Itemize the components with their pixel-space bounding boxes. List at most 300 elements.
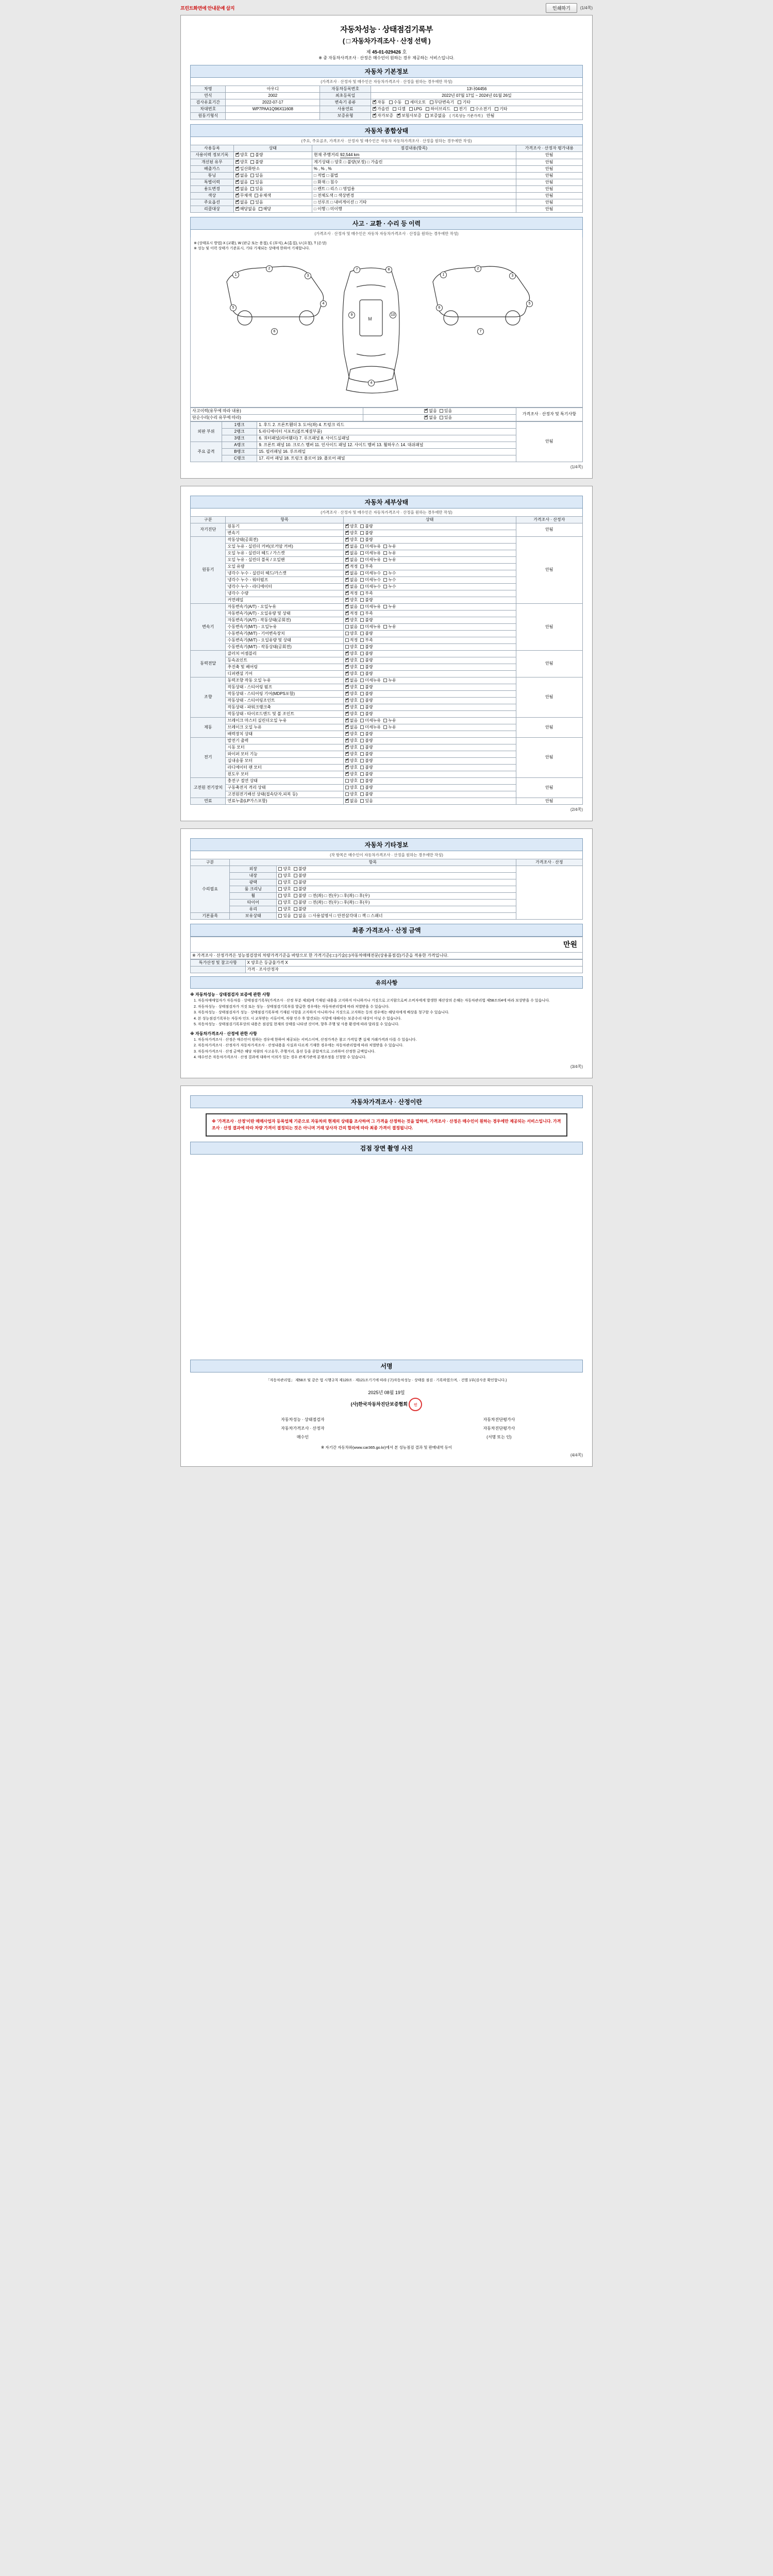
accident-row-1-label: 단순수리(수리 유무에 따라) bbox=[191, 414, 363, 421]
detail-g3-r2-item: 추진축 및 베어링 bbox=[226, 664, 343, 670]
accident-row-1-state[interactable]: ✔ 없음 있음 bbox=[363, 414, 516, 421]
overall-row-2-detail: % , % , % bbox=[312, 165, 516, 172]
detail-g5-r0-item: 브레이크 마스터 실린더오일 누유 bbox=[226, 717, 343, 724]
overall-row-6-right: 안됨 bbox=[516, 192, 582, 199]
price-row-1-label bbox=[191, 967, 246, 973]
fuel-option-hybrid[interactable]: 하이브리드 bbox=[426, 107, 450, 112]
overall-row-0-detail-label: 현재 주행거리 bbox=[313, 152, 339, 157]
overall-row-3-name: 튜닝 bbox=[191, 172, 234, 179]
etc-item-7-state[interactable]: 있음 없음 □ 사용설명서 □ 안전삼각대 □ 잭 □ 스패너 bbox=[277, 912, 516, 919]
notice-0-item-1: 2. 자동차성능 · 상태점검자가 거짓 또는 성능 · 상태점검기록부를 발급한 경우에는 자동차관리법에 따라 처벌받을 수 있습니다. bbox=[194, 1005, 390, 1009]
detail-g2-r2-item: 자동변속기(A/T) - 작동상태(공회전) bbox=[226, 617, 343, 623]
overall-row-2-state[interactable]: ✔ 일산화탄소 bbox=[233, 165, 312, 172]
doc-number-label: 제 bbox=[366, 49, 371, 55]
notice-0-item-4: 5. 자동차성능 · 상태점검기록부상의 내용은 점검일 현재의 상태를 나타낸 것이며, 향후 주행 및 사용 환경에 따라 달라질 수 있습니다. bbox=[194, 1023, 399, 1027]
overall-row-2-right: 안됨 bbox=[516, 165, 582, 172]
diagram-marker-12[interactable]: 1 bbox=[440, 272, 447, 278]
detail-g2-r1-item: 자동변속기(A/T) - 오일유량 및 상태 bbox=[226, 610, 343, 617]
page-2 bbox=[180, 486, 593, 821]
price-definition-text: ※ '가격조사 · 산정'이란 매매사업자 등록업체 기준으로 자동차의 현재의 상태를 조사하여 그 가격을 산정하는 것을 말하며, 가격조사 · 산정은 매수인이 원하는 경우에만 제공되는 서비스입니다. 가격조사 · 산정 결과에 따라 차량 가격이 결정되는 것은 아니며 거래 당사자 간의 합의에 따라 최종 가격이 결정됩니다. bbox=[212, 1118, 561, 1130]
detail-g7-r0-state[interactable]: 양호 불량 bbox=[343, 777, 516, 784]
detail-g6-r5-item: 윈도우 모터 bbox=[226, 771, 343, 777]
page-1 bbox=[180, 15, 593, 479]
fuel-option-ev[interactable]: 전기 bbox=[454, 107, 466, 112]
accident-legend-2: ※ 성능 및 이력 상태가 기준표시, 기타 기재되는 상태에 한하여 기재합니다. bbox=[194, 246, 310, 250]
doc-number-suffix: 호 bbox=[402, 49, 407, 55]
detail-g4-r4-item: 작동상태 - 파워크랭크축 bbox=[226, 704, 343, 710]
detail-group-8-name: 연료 bbox=[191, 798, 226, 804]
etc-group-repair: 수리필요 bbox=[191, 866, 230, 912]
detail-g0-r0-item: 원동기 bbox=[226, 523, 343, 530]
etc-item-3: 룸 크리닝 bbox=[230, 886, 277, 892]
sign-row-0-label: 자동차성능 · 상태점검자 bbox=[281, 1417, 325, 1422]
value-year: 2002 bbox=[226, 93, 320, 99]
detail-g6-right: 안됨 bbox=[516, 737, 582, 777]
detail-g8-right: 안됨 bbox=[516, 798, 582, 804]
detail-g2-r4-item: 수동변속기(M/T) - 기어변속장치 bbox=[226, 630, 343, 637]
detail-g6-r4-state[interactable]: ✔ 양호 불량 bbox=[343, 764, 516, 771]
fuel-option-lpg[interactable]: LPG bbox=[409, 107, 422, 112]
detail-g4-r5-item: 작동상태 - 타이로드엔드 및 볼 조인트 bbox=[226, 710, 343, 717]
etc-item-7: 보유상태 bbox=[230, 912, 277, 919]
detail-g1-r9-state[interactable]: ✔ 양호 불량 bbox=[343, 597, 516, 603]
section-accident-note: (가격조사 · 산정자 및 매수인은 자동차 자동차가격조사 · 산정을 원하는 경우에만 작성) bbox=[190, 230, 583, 238]
sign-company-label: (사)한국자동차진단보증협회 bbox=[350, 1401, 408, 1407]
frame-group-1-items-2: 17. 리어 패널 18. 트렁크 플로어 19. 플로어 패널 bbox=[257, 455, 516, 462]
detail-g3-r3-state[interactable]: ✔ 양호 불량 bbox=[343, 670, 516, 677]
frame-group-0-items-2: 6. 쿼터패널(리어휀더) 7. 루프패널 8. 사이드실패널 bbox=[257, 435, 516, 442]
basic-info-table bbox=[190, 86, 583, 120]
detail-g6-r0-state[interactable]: ✔ 양호 불량 bbox=[343, 737, 516, 744]
detail-g3-r1-state[interactable]: ✔ 양호 불량 bbox=[343, 657, 516, 664]
frame-group-1-rank-0: A랭크 bbox=[222, 442, 257, 448]
frame-group-0-items-0: 1. 후드 2. 프론트휀더 3. 도어(좌) 4. 트렁크 리드 bbox=[257, 421, 516, 428]
section-etc-title: 자동차 기타정보 bbox=[190, 838, 583, 851]
notice-head-1: ※ 자동차가격조사 · 산정에 관한 사항 bbox=[190, 1031, 257, 1036]
diagram-marker-6[interactable]: 6 bbox=[271, 328, 278, 335]
diagram-marker-16[interactable]: 6 bbox=[436, 304, 443, 311]
detail-group-3-name: 동력전달 bbox=[191, 650, 226, 677]
detail-g2-r2-state[interactable]: ✔ 양호 불량 bbox=[343, 617, 516, 623]
detail-g7-r2-state[interactable]: 양호 불량 bbox=[343, 791, 516, 798]
label-inspection: 검사유효기간 bbox=[191, 99, 226, 106]
notice-0-item-0: 1. 자동차매매업자가 자동차를 · 상태점검기록부(가격조사 · 산정 부분 제외)에 기재된 내용을 고지하지 아니하거나 거짓으로 고지함으로써 소비자에게 발생한 재산상의 손해는 자동차관리법 제58조의4에 따라 보상받을 수 있습니다. bbox=[194, 999, 550, 1003]
detail-g2-r1-state[interactable]: ✔ 적정 부족 bbox=[343, 610, 516, 617]
transmission-option-auto[interactable]: ✔ 자동 bbox=[373, 100, 385, 105]
detail-g6-r3-state[interactable]: ✔ 양호 불량 bbox=[343, 757, 516, 764]
etc-right-note bbox=[516, 866, 582, 919]
detail-g6-r0-item: 발전기 출력 bbox=[226, 737, 343, 744]
topbar bbox=[180, 3, 593, 13]
label-transmission: 변속기 종류 bbox=[320, 99, 371, 106]
section-detail-note: (가격조사 · 산정자 및 매수인은 자동차가격조사 · 산정을 원하는 경우에만 작성) bbox=[190, 509, 583, 516]
page-3 bbox=[180, 828, 593, 1078]
notice-1-item-2: 3. 자동차가격조사 · 산정 금액은 해당 차량의 사고유무, 주행거리, 옵션 등을 종합적으로 고려하여 산정한 금액입니다. bbox=[194, 1049, 376, 1054]
accident-row-0-label: 사고이력(유무에 따라 내용) bbox=[191, 408, 363, 414]
diagram-marker-13[interactable]: 2 bbox=[475, 265, 481, 272]
detail-g4-r2-item: 작동상태 - 스티어링 기어(MDPS포함) bbox=[226, 690, 343, 697]
detail-g5-r2-state[interactable]: ✔ 양호 불량 bbox=[343, 731, 516, 737]
detail-g4-r3-item: 작동상태 - 스티어링조인트 bbox=[226, 697, 343, 704]
notice-0-item-3: 4. 본 성능점검기록부는 자동차 인도 시 교부받는 서류이며, 차량 인수 후 발견되는 사항에 대해서는 보증수리 대상이 아닐 수 있습니다. bbox=[194, 1016, 402, 1021]
overall-row-7-detail: □ 선루프 □ 내비게이션 □ 기타 bbox=[312, 199, 516, 206]
section-overall-title: 자동차 종합상태 bbox=[190, 124, 583, 137]
etc-group-basic: 기본품목 bbox=[191, 912, 230, 919]
detail-g7-right: 안됨 bbox=[516, 777, 582, 798]
detail-group-4-name: 조향 bbox=[191, 677, 226, 717]
detail-g1-right: 안됨 bbox=[516, 536, 582, 603]
warranty-option-self[interactable]: ✔ 자가보증 bbox=[373, 113, 393, 118]
detail-g1-r3-state[interactable]: ✔ 없음 미세누유 누유 bbox=[343, 556, 516, 563]
transmission-option-etc[interactable]: 기타 bbox=[458, 100, 470, 105]
sign-row-1-value: 자동차진단평가사 bbox=[483, 1426, 515, 1431]
label-fuel: 사용연료 bbox=[320, 106, 371, 113]
sign-row-2-value: (서명 또는 인) bbox=[486, 1435, 512, 1440]
doc-title-line2: ( □ 자동차가격조사 · 산정 선택 ) bbox=[342, 37, 431, 45]
detail-g1-r5-item: 냉각수 누수 - 실린더 헤드/가스켓 bbox=[226, 570, 343, 577]
frame-group-0-rank-2: 3랭크 bbox=[222, 435, 257, 442]
detail-group-0-name: 자기진단 bbox=[191, 523, 226, 536]
value-warranty bbox=[371, 113, 583, 120]
detail-g3-r2-state[interactable]: ✔ 양호 불량 bbox=[343, 664, 516, 670]
detail-g6-r3-item: 실내송풍 모터 bbox=[226, 757, 343, 764]
detail-g4-r3-state[interactable]: ✔ 양호 불량 bbox=[343, 697, 516, 704]
frame-parts-table bbox=[190, 421, 583, 462]
detail-g0-r1-state[interactable]: ✔ 양호 불량 bbox=[343, 530, 516, 536]
overall-row-8-right: 안됨 bbox=[516, 206, 582, 212]
svg-text:M: M bbox=[368, 316, 372, 321]
etc-item-5: 타이어 bbox=[230, 899, 277, 906]
detail-g3-r3-item: 디퍼렌셜 기어 bbox=[226, 670, 343, 677]
detail-g2-r5-state[interactable]: 적정 부족 bbox=[343, 637, 516, 643]
detail-g6-r2-item: 와이퍼 모터 기능 bbox=[226, 751, 343, 757]
overall-header-2: 점검내용(항목) bbox=[312, 145, 516, 151]
diagram-marker-1[interactable]: 1 bbox=[232, 272, 239, 278]
section-etc-note: (작 항목은 매수인이 자동차가격조사 · 산정을 원하는 경우에만 작성) bbox=[190, 851, 583, 859]
detail-group-7-name: 고전원 전기장치 bbox=[191, 777, 226, 798]
detail-g1-r6-item: 냉각수 누수 - 워터펌프 bbox=[226, 577, 343, 583]
etc-item-0: 외장 bbox=[230, 866, 277, 872]
doc-number-line bbox=[190, 48, 583, 61]
notice-section bbox=[190, 976, 583, 1061]
etc-item-6-state[interactable]: 양호 불량 bbox=[277, 906, 516, 912]
overall-row-8-detail: □ 이행 □ 미이행 bbox=[312, 206, 516, 212]
detail-g0-r0-state[interactable]: ✔ 양호 불량 bbox=[343, 523, 516, 530]
detail-g3-right: 안됨 bbox=[516, 650, 582, 677]
section-sign-title: 서명 bbox=[190, 1360, 583, 1372]
value-transmission bbox=[371, 99, 583, 106]
detail-g1-r0-state[interactable]: ✔ 양호 불량 bbox=[343, 536, 516, 543]
diagram-marker-17[interactable]: 7 bbox=[477, 328, 484, 335]
doc-agency-note: ※ 중 자동차사격조사 · 산정은 매수인이 원하는 경우 제공하는 서비스입니다. bbox=[318, 56, 455, 60]
etc-header-2: 가격조사 · 산정 bbox=[516, 859, 582, 866]
detail-g4-r0-state[interactable]: ✔ 없음 미세누유 누유 bbox=[343, 677, 516, 684]
detail-g1-r1-state[interactable]: ✔ 없음 미세누유 누유 bbox=[343, 543, 516, 550]
sign-date: 2025년 08월 19일 bbox=[368, 1390, 405, 1396]
detail-group-1-name: 원동기 bbox=[191, 536, 226, 603]
diagram-marker-10[interactable]: 10 bbox=[390, 312, 396, 318]
overall-row-3-state[interactable]: ✔ 없음 있음 bbox=[233, 172, 312, 179]
fuel-option-gasoline[interactable]: ✔ 가솔린 bbox=[373, 107, 389, 112]
overall-row-0-right: 안됨 bbox=[516, 151, 582, 159]
overall-row-1-right: 안됨 bbox=[516, 159, 582, 165]
detail-g1-r7-item: 냉각수 누수 - 라디에이터 bbox=[226, 583, 343, 590]
price-definition-box bbox=[206, 1113, 567, 1137]
overall-row-4-name: 특별이력 bbox=[191, 179, 234, 185]
detail-g5-r0-state[interactable]: ✔ 없음 미세누유 누유 bbox=[343, 717, 516, 724]
detail-g6-r4-item: 라디에이터 팬 모터 bbox=[226, 764, 343, 771]
detail-g4-r2-state[interactable]: ✔ 양호 불량 bbox=[343, 690, 516, 697]
detail-g6-r5-state[interactable]: ✔ 양호 불량 bbox=[343, 771, 516, 777]
value-fuel bbox=[371, 106, 583, 113]
label-engine-type: 원동기형식 bbox=[191, 113, 226, 120]
detail-g4-r1-item: 작동상태 - 스티어링 펌프 bbox=[226, 684, 343, 690]
accident-summary-table bbox=[190, 408, 583, 421]
overall-row-0-detail-value: 92,544 km bbox=[340, 152, 360, 157]
warranty-note: ( 기록성능 기준가격 ) bbox=[449, 114, 483, 118]
fuel-option-hydrogen[interactable]: 수소전기 bbox=[470, 107, 491, 112]
warranty-option-none[interactable]: 보증없음 bbox=[425, 113, 446, 118]
section-photo-title: 검점 장면 촬영 사진 bbox=[190, 1142, 583, 1155]
detail-g4-r4-state[interactable]: ✔ 양호 불량 bbox=[343, 704, 516, 710]
overall-header-3: 가격조사 · 산정자 평가내용 bbox=[516, 145, 582, 151]
detail-g1-r2-state[interactable]: ✔ 없음 미세누유 누유 bbox=[343, 550, 516, 556]
warranty-option-insurer[interactable]: ✔ 보험사보증 bbox=[397, 113, 422, 118]
overall-row-3-right: 안됨 bbox=[516, 172, 582, 179]
overall-row-6-name: 색상 bbox=[191, 192, 234, 199]
detail-g2-r3-state[interactable]: 없음 미세누유 누유 bbox=[343, 623, 516, 630]
section-last-title: 자동차가격조사 · 산정이란 bbox=[190, 1095, 583, 1108]
notice-1-item-0: 1. 자동차가격조사 · 산정은 매수인이 원하는 경우에 한하여 제공되는 서비스이며, 산정가격은 참고 가격일 뿐 실제 거래가격과 다를 수 있습니다. bbox=[194, 1038, 417, 1042]
detail-g1-r4-item: 오일 유량 bbox=[226, 563, 343, 570]
etc-item-2: 광택 bbox=[230, 879, 277, 886]
sign-note: 「자동차관리법」 제58조 및 같은 법 시행규칙 제120조 · 제121조기기에 따라 (구)자동차성능 · 상태를 점검 · 기록하였으며, · 건별 1부(검사증 확인합니다.) bbox=[266, 1379, 507, 1383]
etc-item-6: 유리 bbox=[230, 906, 277, 912]
etc-item-1-state[interactable]: 양호 불량 bbox=[277, 872, 516, 879]
overall-row-5-state[interactable]: ✔ 없음 있음 bbox=[233, 185, 312, 192]
value-vin: WP7PAA1Q96X11608 bbox=[226, 106, 320, 113]
detail-g6-r1-state[interactable]: ✔ 양호 불량 bbox=[343, 744, 516, 751]
overall-row-1-name: 개선된 유무 bbox=[191, 159, 234, 165]
detail-g1-r5-state[interactable]: ✔ 없음 미세누수 누수 bbox=[343, 570, 516, 577]
diagram-marker-11[interactable]: 4 bbox=[368, 380, 375, 386]
value-plate: 13나04456 bbox=[371, 86, 583, 93]
top-warning-text: 프린트화면에 안내문예 삽지 bbox=[180, 6, 235, 11]
etc-item-4: 휠 bbox=[230, 892, 277, 899]
sign-row-1-label: 자동차가격조사 · 산정자 bbox=[281, 1426, 325, 1431]
accident-diagram bbox=[190, 238, 583, 408]
etc-item-3-state[interactable]: 양호 불량 bbox=[277, 886, 516, 892]
accident-legend-1: ※ (상태표시 방법) X (교환), W (판금 또는 용접), C (부식), A (흠집), U (요철), T (손상) bbox=[194, 241, 327, 245]
section-detail-title: 자동차 세부상태 bbox=[190, 496, 583, 509]
detail-g7-r1-item: 구동축전지 격리 상태 bbox=[226, 784, 343, 791]
etc-item-1: 내장 bbox=[230, 872, 277, 879]
detail-g7-r0-item: 충전구 절연 상태 bbox=[226, 777, 343, 784]
notice-list-1 bbox=[190, 1038, 583, 1061]
detail-g1-r8-item: 냉각수 수량 bbox=[226, 590, 343, 597]
detail-g8-r0-state[interactable]: ✔ 없음 있음 bbox=[343, 798, 516, 804]
frame-group-0-rank-1: 2랭크 bbox=[222, 428, 257, 435]
detail-g4-r1-state[interactable]: ✔ 양호 불량 bbox=[343, 684, 516, 690]
overall-state-table bbox=[190, 145, 583, 213]
detail-state-table bbox=[190, 516, 583, 805]
overall-row-0-state[interactable]: ✔ 양호 불량 bbox=[233, 151, 312, 159]
detail-g2-r5-item: 수동변속기(M/T) - 오일유량 및 상태 bbox=[226, 637, 343, 643]
detail-g1-r6-state[interactable]: ✔ 없음 미세누수 누수 bbox=[343, 577, 516, 583]
value-car-name: 아우디 bbox=[226, 86, 320, 93]
label-year: 연식 bbox=[191, 93, 226, 99]
transmission-option-manual[interactable]: 수동 bbox=[389, 100, 401, 105]
detail-g3-r1-item: 등속죠인트 bbox=[226, 657, 343, 664]
detail-header-0: 구분 bbox=[191, 516, 226, 523]
detail-g2-r4-state[interactable]: 양호 불량 bbox=[343, 630, 516, 637]
detail-g6-r1-item: 시동 모터 bbox=[226, 744, 343, 751]
notice-title: 유의사항 bbox=[190, 976, 583, 989]
detail-header-3: 가격조사 · 산정자 bbox=[516, 516, 582, 523]
detail-g4-r5-state[interactable]: ✔ 양호 불량 bbox=[343, 710, 516, 717]
etc-info-table bbox=[190, 859, 583, 920]
etc-item-4-state[interactable]: 양호 불량 □ 전(좌) □ 전(우) □ 후(좌) □ 후(우) bbox=[277, 892, 516, 899]
price-note: ※ 가격조사 · 산정가격은 성능점검장의 차량가격기준을 바탕으로 한 가격기준(□□)기술(□)자동차매매전문(상용품점검)기준을 적용한 가격입니다. bbox=[191, 953, 583, 959]
doc-number-value: 45-01-029426 bbox=[372, 49, 401, 55]
etc-header-0: 구분 bbox=[191, 859, 230, 866]
detail-g1-r8-state[interactable]: ✔ 적정 부족 bbox=[343, 590, 516, 597]
sign-table bbox=[190, 1415, 583, 1442]
etc-item-0-state[interactable]: 양호 불량 bbox=[277, 866, 516, 872]
print-button[interactable]: 인쇄하기 bbox=[546, 3, 577, 13]
page-4 bbox=[180, 1086, 593, 1467]
sign-footer: ※ 자기간 자동차와(www.car365.go.kr)에서 본 성능점검 결과 및 판매내역 등이 bbox=[321, 1445, 452, 1450]
detail-g6-r2-state[interactable]: ✔ 양호 불량 bbox=[343, 751, 516, 757]
diagram-marker-7[interactable]: 7 bbox=[354, 266, 360, 273]
price-row-0-value: X 양호은 등급율가격 X bbox=[245, 960, 582, 967]
overall-row-8-name: 리콜대상 bbox=[191, 206, 234, 212]
detail-g1-r9-item: 커먼레일 bbox=[226, 597, 343, 603]
overall-row-7-state[interactable]: ✔ 없음 있음 bbox=[233, 199, 312, 206]
etc-header-1: 항목 bbox=[230, 859, 516, 866]
detail-g2-r6-item: 수동변속기(M/T) - 작동상태(공회전) bbox=[226, 643, 343, 650]
detail-g1-r3-item: 오일 누유 - 실린더 블록 / 오일팬 bbox=[226, 556, 343, 563]
detail-g2-r6-state[interactable]: 양호 불량 bbox=[343, 643, 516, 650]
overall-row-8-state[interactable]: ✔ 해당없음 해당 bbox=[233, 206, 312, 212]
detail-g2-r3-item: 수동변속기(M/T) - 오일누유 bbox=[226, 623, 343, 630]
overall-row-6-state[interactable]: ✔ 무채색 유채색 bbox=[233, 192, 312, 199]
section-basic-title: 자동차 기본정보 bbox=[190, 65, 583, 78]
seal-stamp-icon: 인 bbox=[409, 1398, 422, 1411]
label-vin: 차대번호 bbox=[191, 106, 226, 113]
diagram-marker-9[interactable]: 9 bbox=[348, 312, 355, 318]
etc-item-5-state[interactable]: 양호 불량 □ 전(좌) □ 전(우) □ 후(좌) □ 후(우) bbox=[277, 899, 516, 906]
value-inspection: 2022-07-17 bbox=[226, 99, 320, 106]
detail-g4-r0-item: 동력조향 작동 오일 누유 bbox=[226, 677, 343, 684]
label-warranty: 보증유형 bbox=[320, 113, 371, 120]
overall-header-0: 사용등록 bbox=[191, 145, 234, 151]
page-3-footer: (3/4쪽) bbox=[570, 1064, 583, 1069]
detail-g1-r0-item: 작동상태(공회전) bbox=[226, 536, 343, 543]
detail-g5-r1-item: 브레이크 오일 누유 bbox=[226, 724, 343, 731]
detail-g5-r2-item: 배력장치 상태 bbox=[226, 731, 343, 737]
sign-row-2-label: 매수인 bbox=[296, 1435, 309, 1440]
transmission-option-semi[interactable]: 세미오토 bbox=[405, 100, 426, 105]
diagram-marker-5[interactable]: 5 bbox=[230, 304, 237, 311]
page-1-footer: (1/4쪽) bbox=[570, 464, 583, 469]
diagram-marker-8[interactable]: 8 bbox=[385, 266, 392, 273]
price-row-0-label: 특가산정 및 참고사항 bbox=[191, 960, 246, 967]
section-overall-note: (주요, 주요골조, 가격조사 · 산정자 및 매수인은 자동차 자동차가격조사 · 산정을 원하는 경우에만 작성) bbox=[190, 137, 583, 145]
frame-group-1-items-0: 9. 프론트 패널 10. 크로스 멤버 11. 인사이드 패널 12. 사이드 멤버 13. 휠하우스 14. 대쉬패널 bbox=[257, 442, 516, 448]
detail-header-2: 상태 bbox=[343, 516, 516, 523]
detail-g2-right: 안됨 bbox=[516, 603, 582, 650]
price-table bbox=[190, 937, 583, 960]
doc-title-line1: 자동차성능 · 상태점검기록부 bbox=[340, 25, 433, 34]
overall-header-1: 상태 bbox=[233, 145, 312, 151]
detail-g2-r0-state[interactable]: ✔ 없음 미세누유 누유 bbox=[343, 603, 516, 610]
diagram-marker-2[interactable]: 2 bbox=[266, 265, 273, 272]
overall-row-1-state[interactable]: ✔ 양호 불량 bbox=[233, 159, 312, 165]
overall-row-4-right: 안됨 bbox=[516, 179, 582, 185]
page-4-footer: (4/4쪽) bbox=[570, 1453, 583, 1458]
detail-g1-r4-state[interactable]: ✔ 적정 부족 bbox=[343, 563, 516, 570]
overall-row-5-right: 안됨 bbox=[516, 185, 582, 192]
diagram-marker-4[interactable]: 4 bbox=[320, 300, 327, 307]
frame-group-1-items-1: 15. 필러패널 16. 루프레일 bbox=[257, 448, 516, 455]
accident-row-0-state[interactable]: ✔ 없음 있음 bbox=[363, 408, 516, 414]
label-first-reg: 최초등록일 bbox=[320, 93, 371, 99]
price-detail-table bbox=[190, 959, 583, 973]
page-title bbox=[190, 24, 583, 45]
overall-row-3-detail: □ 적법 □ 불법 bbox=[312, 172, 516, 179]
frame-group-1-rank-2: C랭크 bbox=[222, 455, 257, 462]
overall-row-4-state[interactable]: ✔ 없음 있음 bbox=[233, 179, 312, 185]
notice-head-0: ※ 자동차성능 · 상태점검자 보증에 관한 사항 bbox=[190, 992, 271, 997]
overall-row-4-detail: □ 화재 □ 침수 bbox=[312, 179, 516, 185]
section-basic-note: (가격조사 · 산정자 및 매수인은 자동차가격조사 · 산정을 원하는 경우에만 작성) bbox=[190, 78, 583, 86]
overall-row-5-detail: □ 렌트 □ 리스 □ 영업용 bbox=[312, 185, 516, 192]
detail-g2-r0-item: 자동변속기(A/T) - 오일누유 bbox=[226, 603, 343, 610]
notice-1-item-3: 4. 매수인은 자동차가격조사 · 산정 결과에 대하여 이의가 있는 경우 관계기관에 분쟁조정을 신청할 수 있습니다. bbox=[194, 1056, 366, 1060]
detail-g0-right: 안됨 bbox=[516, 523, 582, 536]
label-plate: 자동차등록번호 bbox=[320, 86, 371, 93]
diagram-marker-3[interactable]: 3 bbox=[305, 273, 311, 279]
etc-item-2-state[interactable]: 양호 불량 bbox=[277, 879, 516, 886]
sign-area bbox=[190, 1378, 583, 1450]
detail-group-2-name: 변속기 bbox=[191, 603, 226, 650]
transmission-option-cvt[interactable]: 무단변속기 bbox=[430, 100, 455, 105]
notice-list-0 bbox=[190, 998, 583, 1028]
overall-row-0-detail bbox=[312, 151, 516, 159]
label-car-name: 차명 bbox=[191, 86, 226, 93]
detail-g3-r0-state[interactable]: ✔ 양호 불량 bbox=[343, 650, 516, 657]
notice-1-item-1: 2. 자동차가격조사 · 산정자가 자동차가격조사 · 산정내용을 사실과 다르게 기재한 경우에는 자동차관리법에 따라 처벌받을 수 있습니다. bbox=[194, 1044, 404, 1048]
sign-company bbox=[190, 1398, 583, 1411]
overall-row-1-detail: 계기상태 □ 양호 □ 불량(보정) □ 가솔린 bbox=[312, 159, 516, 165]
diagram-marker-14[interactable]: 3 bbox=[509, 273, 516, 279]
value-engine-type bbox=[226, 113, 320, 120]
diagram-marker-15[interactable]: 5 bbox=[526, 300, 533, 307]
fuel-option-diesel[interactable]: 디젤 bbox=[393, 107, 405, 112]
detail-g1-r1-item: 오일 누유 - 실린더 커버(로커암 커버) bbox=[226, 543, 343, 550]
detail-g4-right: 안됨 bbox=[516, 677, 582, 717]
detail-group-6-name: 전기 bbox=[191, 737, 226, 777]
frame-group-0-name: 외판 부위 bbox=[191, 421, 222, 442]
page-indicator: (1/4쪽) bbox=[580, 6, 593, 10]
detail-g7-r1-state[interactable]: 양호 불량 bbox=[343, 784, 516, 791]
accident-row-right: 가격조사 · 산정자 및 특기사항 bbox=[516, 408, 582, 421]
detail-g5-r1-state[interactable]: ✔ 없음 미세누유 누유 bbox=[343, 724, 516, 731]
fuel-option-etc[interactable]: 기타 bbox=[495, 107, 507, 112]
price-row-1-value: 가격 · 조사산정자 bbox=[245, 967, 582, 973]
detail-g1-r7-state[interactable]: ✔ 없음 미세누수 누수 bbox=[343, 583, 516, 590]
